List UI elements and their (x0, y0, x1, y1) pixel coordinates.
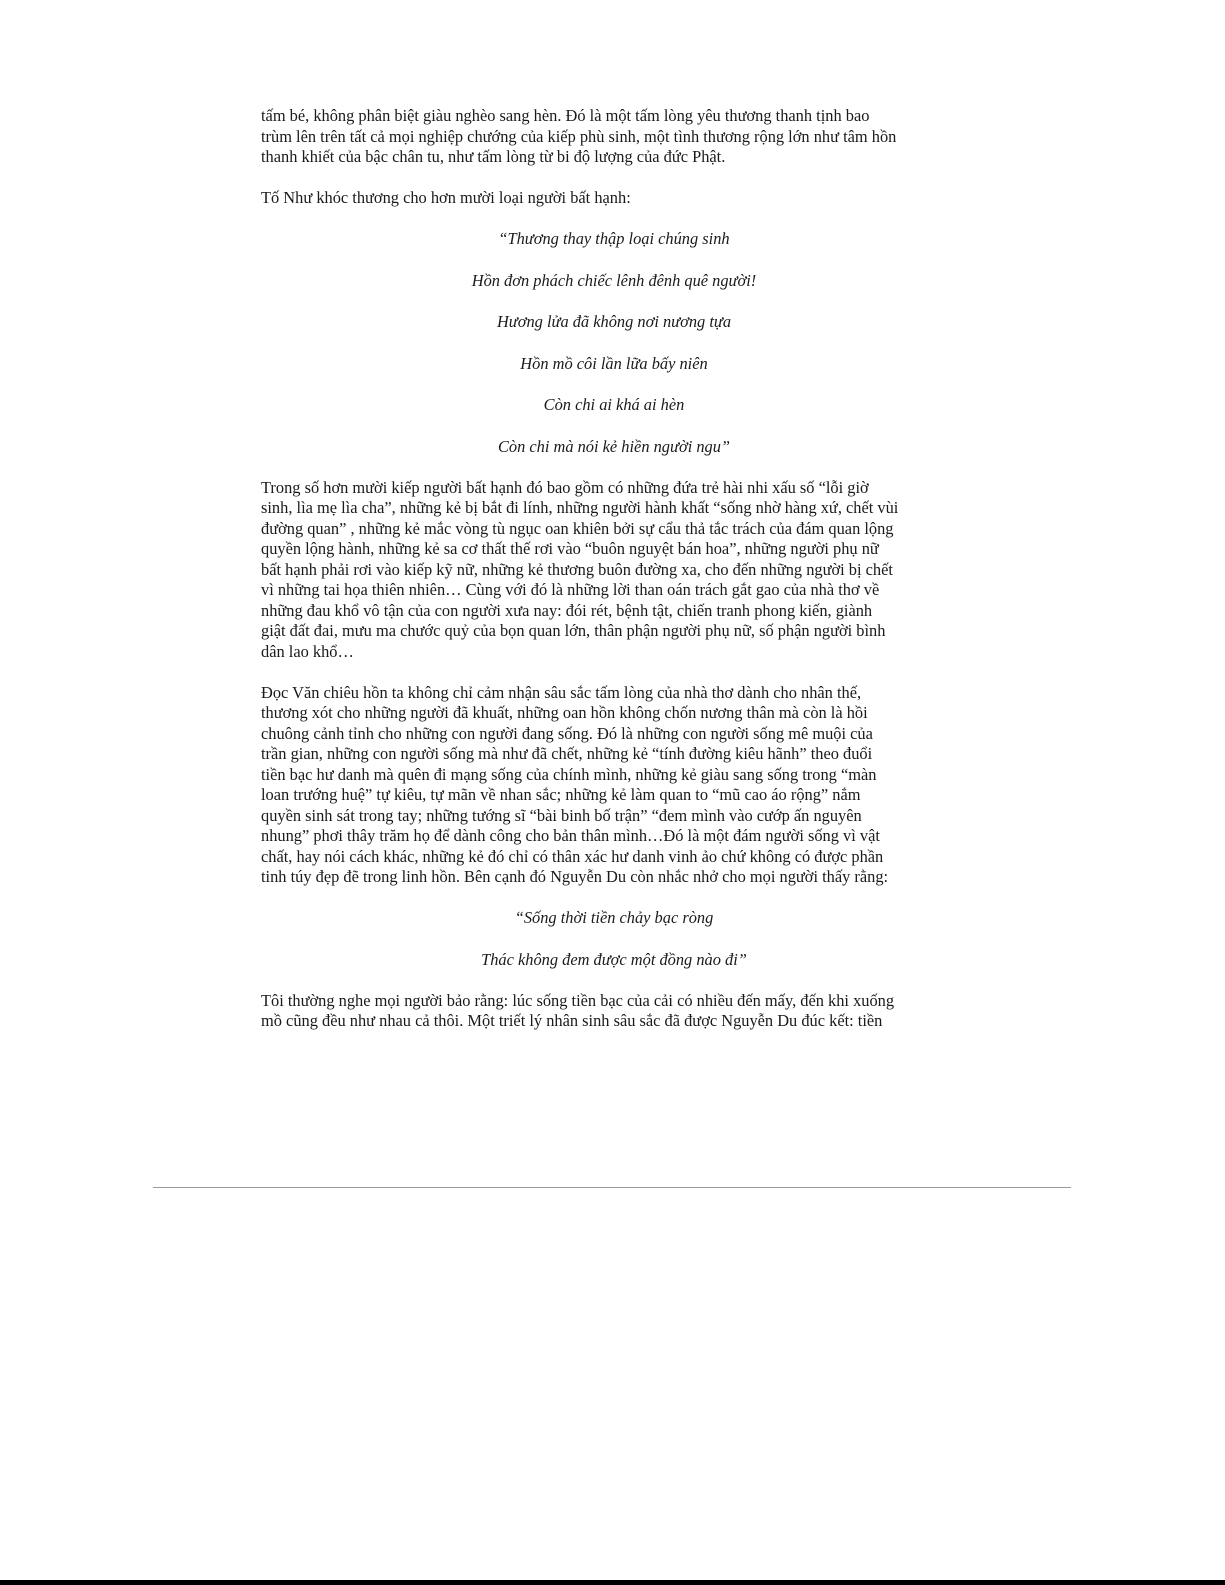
verse-line: Hương lửa đã không nơi nương tựa (496, 312, 732, 331)
paragraph (261, 478, 961, 663)
text-line: tiền bạc hư danh mà quên đi mạng sống của chính mình, những kẻ giàu sang sống trong “màn (261, 764, 877, 784)
verse-line: Hồn đơn phách chiếc lênh đênh quê người! (471, 270, 757, 290)
verse-spacer (261, 333, 961, 354)
text-line: tinh túy đẹp đẽ trong linh hồn. Bên cạnh đó Nguyễn Du còn nhắc nhở cho mọi người thấy rằng: (261, 867, 889, 886)
paragraph (261, 991, 961, 1032)
verse-block (261, 908, 961, 970)
verse-spacer (261, 416, 961, 437)
text-line: tấm bé, không phân biệt giàu nghèo sang hèn. Đó là một tấm lòng yêu thương thanh tịnh bao (261, 106, 870, 125)
text-line: thanh khiết của bậc chân tu, như tấm lòng từ bi độ lượng của đức Phật. (261, 147, 726, 166)
text-line: quyền lộng hành, những kẻ sa cơ thất thế rơi vào “buôn nguyệt bán hoa”, những người phụ nữ (261, 539, 879, 558)
verse-line: “Sống thời tiền chảy bạc ròng (514, 908, 714, 927)
verse-line: Hồn mồ côi lần lữa bấy niên (520, 353, 708, 373)
text-line: trần gian, những con người sống mà như đã chết, những kẻ “tính đường kiêu hãnh” theo đuổi (261, 744, 873, 763)
verse-spacer (261, 250, 961, 271)
paragraph (261, 106, 961, 168)
text-line: chuông cảnh tỉnh cho những con người đang sống. Đó là những con người sống mê muội của (261, 723, 873, 743)
text-line: bất hạnh phải rơi vào kiếp kỹ nữ, những kẻ thương buôn đường xa, cho đến những người bị chết (261, 559, 893, 579)
text-line: trùm lên trên tất cả mọi nghiệp chướng của kiếp phù sinh, một tình thương rộng lớn như tâm hồn (261, 126, 897, 146)
block-spacer (261, 209, 961, 230)
verse-spacer (261, 374, 961, 395)
paragraph (261, 683, 961, 888)
block-spacer (261, 168, 961, 189)
paragraph (261, 188, 961, 209)
text-line: Trong số hơn mười kiếp người bất hạnh đó bao gồm có những đứa trẻ hài nhi xấu số “lỗi giờ (261, 477, 869, 497)
text-line: quyền sinh sát trong tay; những tướng sĩ “bài binh bố trận” “đem mình vào cướp ấn nguyên (261, 805, 862, 825)
text-line: Đọc Văn chiêu hồn ta không chỉ cảm nhận sâu sắc tấm lòng của nhà thơ dành cho nhân thế, (261, 682, 862, 702)
text-line: giật đất đai, mưu ma chước quỷ của bọn quan lớn, thân phận người phụ nữ, số phận người bình (261, 621, 886, 640)
text-line: chất, hay nói cách khác, những kẻ đó chỉ có thân xác hư danh vinh ảo chứ không có được phần (261, 846, 884, 866)
verse-line: Thác không đem được một đồng nào đi” (481, 949, 747, 969)
verse-spacer (261, 291, 961, 312)
text-line: Tố Như khóc thương cho hơn mười loại người bất hạnh: (261, 188, 631, 207)
page-divider (153, 1187, 1071, 1188)
text-line: sinh, lìa mẹ lìa cha”, những kẻ bị bắt đi lính, những người hành khất “sống nhờ hàng xứ, chết vùi (261, 498, 899, 517)
text-line: những đau khổ vô tận của con người xưa nay: đói rét, bệnh tật, chiến tranh phong kiến, giành (261, 600, 873, 620)
text-line: vì những tai họa thiên nhiên… Cùng với đó là những lời than oán trách gắt gao của nhà thơ về (261, 580, 880, 599)
bottom-edge (0, 1580, 1225, 1585)
verse-line: Còn chi mà nói kẻ hiền người ngu” (497, 436, 731, 456)
block-spacer (261, 970, 961, 991)
verse-block (261, 229, 961, 457)
text-line: nhung” phơi thây trăm họ để dành công cho bản thân mình…Đó là một đám người sống vì vật (261, 826, 880, 845)
text-line: loan trướng huệ” tự kiêu, tự mãn về nhan sắc; những kẻ làm quan to “mũ cao áo rộng” nắm (261, 785, 861, 804)
document-body (261, 106, 961, 1032)
block-spacer (261, 888, 961, 909)
text-line: mồ cũng đều như nhau cả thôi. Một triết lý nhân sinh sâu sắc đã được Nguyễn Du đúc kết: tiền (261, 1011, 883, 1030)
text-line: đường quan” , những kẻ mắc vòng tù ngục oan khiên bởi sự cẩu thả tắc trách của đám quan lộng (261, 518, 894, 538)
block-spacer (261, 457, 961, 478)
verse-line: “Thương thay thập loại chúng sinh (498, 229, 730, 248)
verse-line: Còn chi ai khá ai hèn (543, 395, 685, 414)
text-line: Tôi thường nghe mọi người bảo rằng: lúc sống tiền bạc của cải có nhiều đến mấy, đến khi xuống (261, 990, 895, 1010)
text-line: dân lao khổ… (261, 641, 354, 661)
verse-spacer (261, 929, 961, 950)
block-spacer (261, 662, 961, 683)
text-line: thương xót cho những người đã khuất, những oan hồn không chốn nương thân mà còn là hồi (261, 703, 868, 722)
